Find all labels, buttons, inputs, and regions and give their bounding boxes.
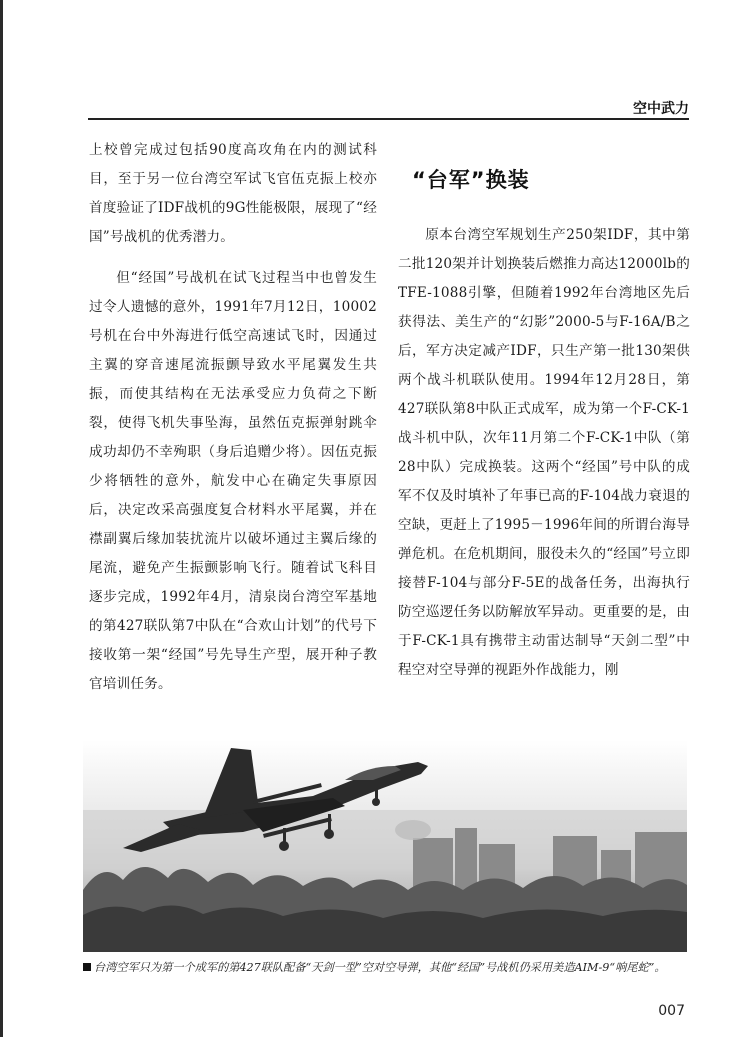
fighter-jet-photo [83,740,687,952]
section-heading: “台军”换装 [412,168,530,192]
page-edge [0,0,3,1037]
fighter-jet-illustration [83,740,687,952]
section-label: 空中武力 [633,101,689,117]
left-paragraph-1: 上校曾完成过包括90度高攻角在内的测试科目，至于另一位台湾空军试飞官伍克振上校亦首度验证了IDF战机的9G性能极限，展现了“经国”号战机的优秀潜力。 [89,142,377,245]
caption-text: 台湾空军只为第一个成军的第427联队配备“天剑一型”空对空导弹，其他“经国”号战机仍采用美造AIM-9“响尾蛇”。 [94,961,666,974]
header-divider [88,118,689,120]
right-paragraph-1: 原本台湾空军规划生产250架IDF，其中第二批120架并计划换装后燃推力高达12000lb的TFE-1088引擎，但随着1992年台湾地区先后获得法、美生产的“幻影”2000-5与F-16A/B之后，军方决定减产IDF，只生产第一批130架供两个战斗机联队使用。1994年12月28日，第427联队第8中队正式成军，成为第一个F-CK-1战斗机中队，次年11月第二个F-CK-1中队（第28中队）完成换装。这两个“经国”号中队的成军不仅及时填补了年事已高的F-104战力衰退的空缺，更赶上了1995－1996年间的所谓台海导弹危机。在危机期间，服役未久的“经国”号立即接替F-104与部分F-5E的战备任务，出海执行防空巡逻任务以防解放军异动。更重要的是，由于F-CK-1具有携带主动雷达制导“天剑二型”中程空对空导弹的视距外作战能力，刚 [398,227,690,678]
right-column [398,221,690,685]
left-column [89,136,377,699]
page-number: 007 [658,1003,685,1019]
left-paragraph-2: 但“经国”号战机在试飞过程当中也曾发生过令人遗憾的意外，1991年7月12日，10002号机在台中外海进行低空高速试飞时，因通过主翼的穿音速尾流振颤导致水平尾翼发生共振，而使其结构在无法承受应力负荷之下断裂，使得飞机失事坠海，虽然伍克振弹射跳伞成功却仍不幸殉职（身后追赠少将）。因伍克振少将牺牲的意外，航发中心在确定失事原因后，决定改采高强度复合材料水平尾翼，并在襟副翼后缘加装扰流片以破坏通过主翼后缘的尾流，避免产生振颤影响飞行。随着试飞科目逐步完成，1992年4月，清泉岗台湾空军基地的第427联队第7中队在“合欢山计划”的代号下接收第一架“经国”号先导生产型，展开种子教官培训任务。 [89,270,377,692]
figure-caption [83,958,687,977]
caption-bullet-icon [83,963,91,971]
